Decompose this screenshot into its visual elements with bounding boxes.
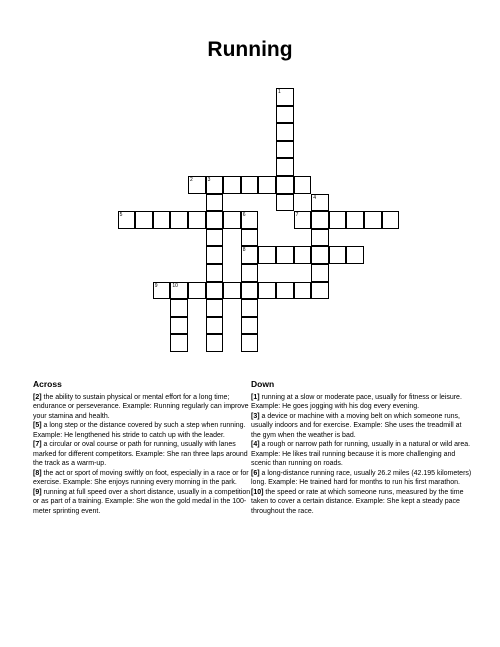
grid-cell[interactable]: [170, 282, 188, 300]
grid-cell[interactable]: [241, 211, 259, 229]
grid-cell[interactable]: [276, 246, 294, 264]
grid-cell[interactable]: [276, 176, 294, 194]
grid-cell[interactable]: [241, 334, 259, 352]
grid-cell[interactable]: [188, 176, 206, 194]
grid-cell[interactable]: [294, 211, 312, 229]
clue-number: [2]: [33, 393, 42, 401]
clue-number: [1]: [251, 393, 260, 401]
cell-number: 8: [242, 247, 246, 254]
grid-cell[interactable]: [311, 229, 329, 247]
grid-cell[interactable]: [364, 211, 382, 229]
down-clue: [251, 488, 473, 517]
grid-cell[interactable]: [241, 282, 259, 300]
clue-number: [9]: [33, 488, 42, 496]
grid-cell[interactable]: [311, 246, 329, 264]
down-clue: [251, 469, 473, 488]
grid-cell[interactable]: [258, 282, 276, 300]
cell-number: 6: [242, 212, 246, 219]
grid-cell[interactable]: [206, 211, 224, 229]
grid-cell[interactable]: [241, 317, 259, 335]
grid-cell[interactable]: [241, 176, 259, 194]
grid-cell[interactable]: [206, 194, 224, 212]
clue-text: the act or sport of moving swiftly on foot, especially in a race or for exercise. Example: She enjoys running every morning in the park.: [33, 469, 249, 486]
clue-text: the speed or rate at which someone runs, measured by the time taken to cover a certain distance. Example: She kept a steady pace throughout the race.: [251, 488, 464, 515]
across-clue: [33, 440, 253, 469]
grid-cell[interactable]: [188, 211, 206, 229]
grid-cell[interactable]: [258, 246, 276, 264]
clue-text: running at a slow or moderate pace, usually for fitness or leisure. Example: He goes jogging with his dog every evening.: [251, 393, 462, 410]
across-heading: Across: [33, 379, 62, 389]
grid-cell[interactable]: [153, 282, 171, 300]
grid-cell[interactable]: [206, 246, 224, 264]
across-clue: [33, 421, 253, 440]
page-title: Running: [207, 38, 293, 61]
grid-cell[interactable]: [241, 264, 259, 282]
clue-number: [6]: [251, 469, 260, 477]
cell-number: 9: [154, 282, 158, 289]
grid-cell[interactable]: [346, 211, 364, 229]
down-clues: [251, 380, 473, 516]
grid-cell[interactable]: [206, 334, 224, 352]
clue-number: [3]: [251, 412, 260, 420]
grid-cell[interactable]: [382, 211, 400, 229]
grid-cell[interactable]: [329, 211, 347, 229]
clue-number: [5]: [33, 422, 42, 429]
cell-number: 1: [278, 89, 281, 95]
down-clue: [251, 412, 473, 441]
cell-number: 2: [190, 177, 193, 183]
grid-cell[interactable]: [276, 123, 294, 141]
clue-text: running at full speed over a short distance, usually in a competition or as part of a training. Example: She won the gold medal in the 100-meter sprinting event.: [33, 488, 251, 515]
clue-text: a long step or the distance covered by such a step when running. Example: He lengthened his stride to catch up with the leader.: [33, 422, 246, 439]
grid-cell[interactable]: [294, 176, 312, 194]
clue-text: a long-distance running race, usually 26.2 miles (42.195 kilometers) long. Example: He trained hard for months to run his first marathon.: [251, 469, 472, 486]
clue-number: [7]: [33, 441, 42, 448]
clue-text: a rough or narrow path for running, usually in a natural or wild area. Example: He likes trail running because it is more challenging and scenic than running on roads.: [251, 441, 471, 467]
clue-text: a circular or oval course or path for running, usually with lanes marked for different competitors. Example: She ran three laps around the track as a warm-up.: [33, 441, 248, 467]
grid-cell[interactable]: [206, 229, 224, 247]
grid-cell[interactable]: [276, 158, 294, 176]
grid-cell[interactable]: [276, 194, 294, 212]
down-heading: Down: [251, 379, 275, 389]
grid-cell[interactable]: [258, 176, 276, 194]
down-clue: [251, 440, 473, 469]
grid-cell[interactable]: [135, 211, 153, 229]
cell-number: 10: [172, 282, 178, 289]
grid-cell[interactable]: [241, 229, 259, 247]
cell-number: 3: [207, 177, 211, 183]
clue-number: [4]: [251, 441, 260, 448]
grid-cell[interactable]: [276, 106, 294, 124]
grid-cell[interactable]: [241, 299, 259, 317]
grid-cell[interactable]: [223, 282, 241, 300]
grid-cell[interactable]: [206, 317, 224, 335]
grid-cell[interactable]: [276, 282, 294, 300]
grid-cell[interactable]: [241, 246, 259, 264]
grid-cell[interactable]: [118, 211, 136, 229]
grid-cell[interactable]: [170, 334, 188, 352]
across-clue: [33, 488, 253, 517]
grid-cell[interactable]: [329, 246, 347, 264]
grid-cell[interactable]: [223, 211, 241, 229]
grid-cell[interactable]: [153, 211, 171, 229]
grid-cell[interactable]: [223, 176, 241, 194]
down-clue: [251, 393, 473, 412]
cell-number: 5: [119, 212, 123, 219]
clue-text: the ability to sustain physical or mental effort for a long time; endurance or perseverance. Example: Running regularly can improve your stamina and health.: [33, 393, 249, 420]
grid-cell[interactable]: [188, 282, 206, 300]
grid-cell[interactable]: [206, 299, 224, 317]
cell-number: 4: [313, 194, 316, 201]
grid-cell[interactable]: [311, 264, 329, 282]
grid-cell[interactable]: [206, 176, 224, 194]
grid-cell[interactable]: [294, 246, 312, 264]
cell-number: 7: [295, 212, 299, 219]
grid-cell[interactable]: [170, 211, 188, 229]
grid-cell[interactable]: [311, 282, 329, 300]
grid-cell[interactable]: [170, 299, 188, 317]
clue-number: [8]: [33, 469, 42, 477]
grid-cell[interactable]: [294, 282, 312, 300]
grid-cell[interactable]: [276, 141, 294, 159]
across-clues: [33, 380, 253, 516]
grid-cell[interactable]: [206, 282, 224, 300]
clue-text: a device or machine with a moving belt on which someone runs, usually indoors and for exercise. Example: She uses the treadmill at the gym when the weather is bad.: [251, 412, 462, 439]
across-clue: [33, 469, 253, 488]
grid-cell[interactable]: [311, 194, 329, 212]
across-clue: [33, 393, 253, 422]
clue-number: [10]: [251, 488, 264, 496]
grid-cell[interactable]: [206, 264, 224, 282]
grid-cell[interactable]: [276, 88, 294, 106]
grid-cell[interactable]: [170, 317, 188, 335]
grid-cell[interactable]: [346, 246, 364, 264]
grid-cell[interactable]: [311, 211, 329, 229]
